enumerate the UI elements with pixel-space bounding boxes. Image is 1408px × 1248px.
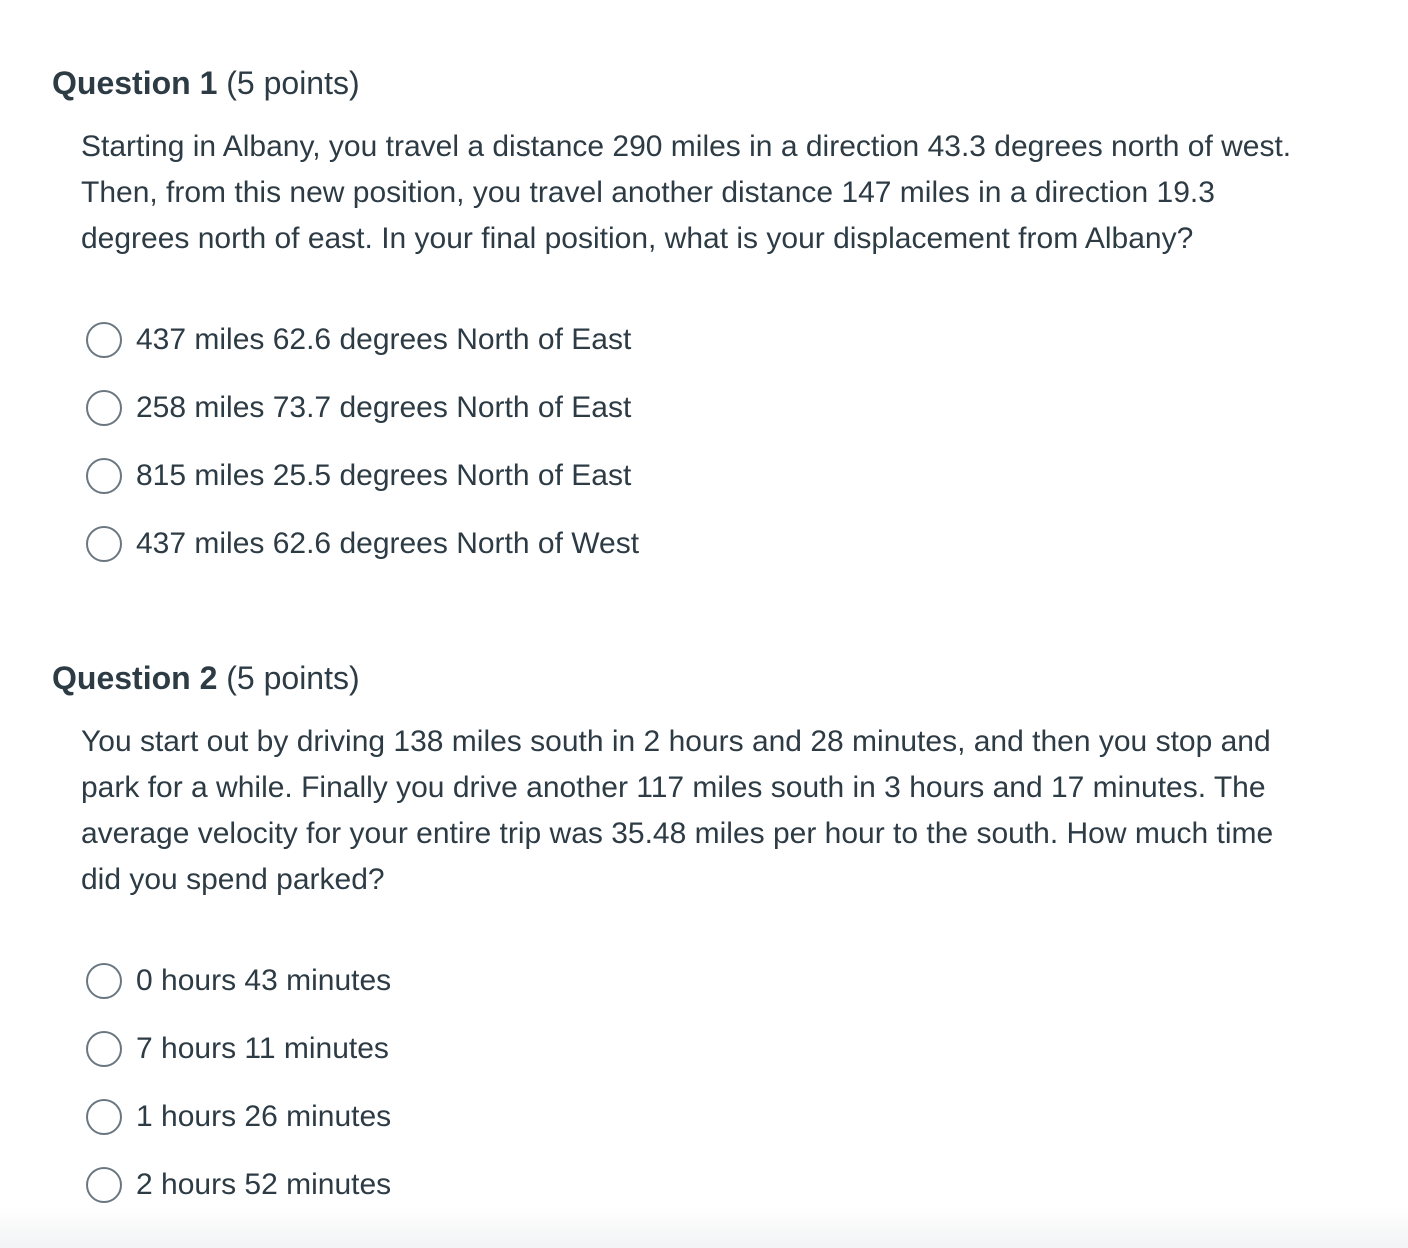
radio-button[interactable] [86,526,122,562]
question-1-header [52,60,1352,106]
radio-button[interactable] [86,322,122,358]
question-1-option-4[interactable] [86,510,1352,578]
option-label[interactable]: 2 hours 52 minutes [136,1168,392,1201]
question-1 [52,60,1352,578]
bottom-shadow [0,1208,1408,1248]
option-label[interactable]: 815 miles 25.5 degrees North of East [136,459,632,492]
option-label[interactable]: 7 hours 11 minutes [136,1032,389,1065]
radio-button[interactable] [86,1031,122,1067]
question-2-text: You start out by driving 138 miles south in 2 hours and 28 minutes, and then you stop and park for a while. Finally you drive another 117 miles south in 3 hours and 17 minutes. The average velocity for your entire trip was 35.48 miles per hour to the south. How much time did you spend parked? [81,725,1274,896]
question-1-option-1[interactable] [86,306,1352,374]
radio-button[interactable] [86,458,122,494]
question-2-header [52,655,1352,701]
option-label[interactable]: 437 miles 62.6 degrees North of West [136,527,640,560]
radio-button[interactable] [86,390,122,426]
radio-button[interactable] [86,963,122,999]
question-2-options [86,947,1352,1219]
question-2-option-1[interactable] [86,947,1352,1015]
option-label[interactable]: 1 hours 26 minutes [136,1100,392,1133]
question-1-text: Starting in Albany, you travel a distance 290 miles in a direction 43.3 degrees north of west. Then, from this new position, you travel another distance 147 miles in a direction 19.3 degrees north of east. In your final position, what is your displacement from Albany? [81,130,1292,255]
question-1-options [86,306,1352,578]
question-1-option-2[interactable] [86,374,1352,442]
question-2-option-2[interactable] [86,1015,1352,1083]
option-label[interactable]: 437 miles 62.6 degrees North of East [136,323,632,356]
question-1-option-3[interactable] [86,442,1352,510]
option-label[interactable]: 0 hours 43 minutes [136,964,392,997]
question-2-option-3[interactable] [86,1083,1352,1151]
radio-button[interactable] [86,1167,122,1203]
question-1-title: Question 1 [52,65,218,101]
option-label[interactable]: 258 miles 73.7 degrees North of East [136,391,632,424]
question-2-points: (5 points) [226,660,360,696]
question-2 [52,655,1352,1219]
question-1-points: (5 points) [226,65,360,101]
radio-button[interactable] [86,1099,122,1135]
question-2-title: Question 2 [52,660,218,696]
